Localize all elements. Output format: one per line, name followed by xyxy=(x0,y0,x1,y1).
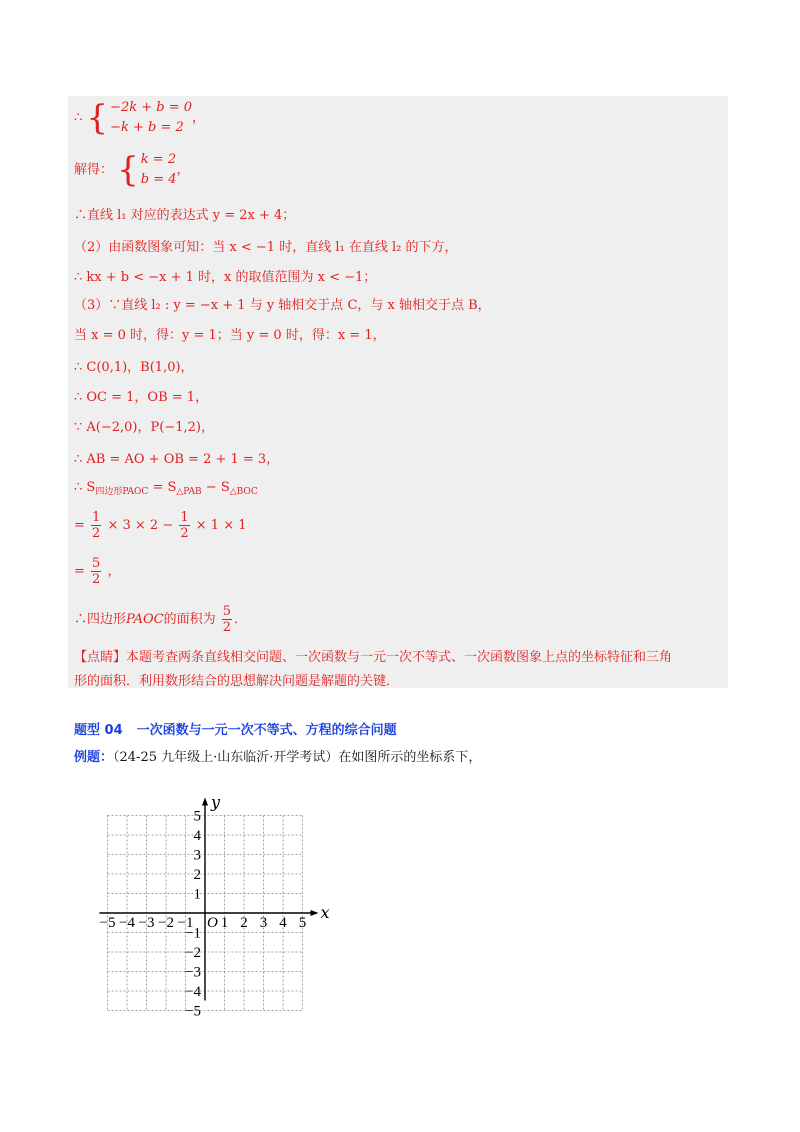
system-line-2: 解得： { k = 2 b = 4 ， xyxy=(74,150,190,190)
solution-line-8: ∴ C(0,1)，B(1,0)， xyxy=(74,360,194,375)
coordinate-grid xyxy=(70,770,330,1030)
solution-line-4: （2）由函数图象可知：当 x < −1 时，直线 l₁ 在直线 l₂ 的下方， xyxy=(74,240,458,255)
y-tick-label: −4 xyxy=(185,984,201,1000)
origin-label: O xyxy=(207,915,218,931)
section-label: 题型 04 xyxy=(74,723,123,738)
y-tick-label: 2 xyxy=(193,867,201,883)
x-tick-label: 2 xyxy=(240,915,248,931)
solution-line-6: （3）∵直线 l₂ : y = −x + 1 与 y 轴相交于点 C，与 x 轴相交于点 B， xyxy=(74,298,491,313)
x-axis-label: x xyxy=(320,903,330,922)
y-tick-label: 1 xyxy=(193,886,201,903)
section-title: 一次函数与一元一次不等式、方程的综合问题 xyxy=(136,723,397,738)
x-tick-label: 3 xyxy=(259,915,268,931)
x-tick-label: −3 xyxy=(138,915,155,931)
y-tick-label: 3 xyxy=(193,847,201,864)
y-axis-arrow xyxy=(202,798,208,806)
section-heading xyxy=(74,719,397,738)
example-label: 例题： xyxy=(74,750,114,765)
system-line-1: ∴ { −2k + b = 0 −k + b = 2 ， xyxy=(74,98,206,138)
x-axis-arrow xyxy=(311,910,319,916)
comment-line-1: 【点睛】本题考查两条直线相交问题、一次函数与一元一次不等式、一次函数图象上点的坐标特征和三角 xyxy=(74,650,673,665)
x-tick-label: −2 xyxy=(158,915,174,931)
solution-line-5: ∴ kx + b < −x + 1 时，x 的取值范围为 x < −1； xyxy=(74,270,377,285)
x-tick-label: −5 xyxy=(99,915,116,931)
y-axis-label: y xyxy=(211,792,221,812)
area-compute-line: = $\frac{1}{2}$ × 3 × 2 − $\frac{1}{2}$ × 1 × 1 xyxy=(74,510,247,541)
x-tick-label: −4 xyxy=(119,915,135,931)
solution-line-11: ∴ AB = AO + OB = 2 + 1 = 3， xyxy=(74,452,280,467)
x-tick-label: 4 xyxy=(279,915,287,931)
comment-line-2: 形的面积．利用数形结合的思想解决问题是解题的关键． xyxy=(74,674,400,689)
y-tick-label: 5 xyxy=(193,808,201,825)
y-tick-label: −5 xyxy=(185,1003,201,1020)
area-result-line: = $\frac{5}{2}$ ， xyxy=(74,556,121,587)
x-tick-label: 5 xyxy=(298,915,307,931)
example-text: （24-25 九年级上·山东临沂·开学考试）在如图所示的坐标系下， xyxy=(113,750,482,765)
conclusion-line: ∴四边形PAOC的面积为 $\frac{5}{2}$ ． xyxy=(74,604,248,635)
solution-line-7: 当 x = 0 时，得：y = 1；当 y = 0 时，得：x = 1， xyxy=(74,328,386,343)
y-tick-label: −2 xyxy=(185,945,201,961)
solution-line-9: ∴ OC = 1，OB = 1， xyxy=(74,390,209,405)
y-tick-label: −3 xyxy=(185,964,201,981)
y-tick-label: 4 xyxy=(193,828,201,844)
coordinate-grid-svg xyxy=(70,770,330,1030)
y-tick-label: −1 xyxy=(185,925,201,942)
example-line xyxy=(74,746,481,765)
x-tick-label: 1 xyxy=(220,915,229,931)
solution-line-10: ∵ A(−2,0)，P(−1,2)， xyxy=(74,420,214,435)
solution-line-3: ∴直线 l₁ 对应的表达式 y = 2x + 4； xyxy=(74,208,296,223)
x-tick-label: −1 xyxy=(177,915,194,931)
area-formula-line: ∴ $S_{四边形PAOC} = S_{\triangle PAB} - S_{\triangle BOC}$ xyxy=(74,480,258,497)
